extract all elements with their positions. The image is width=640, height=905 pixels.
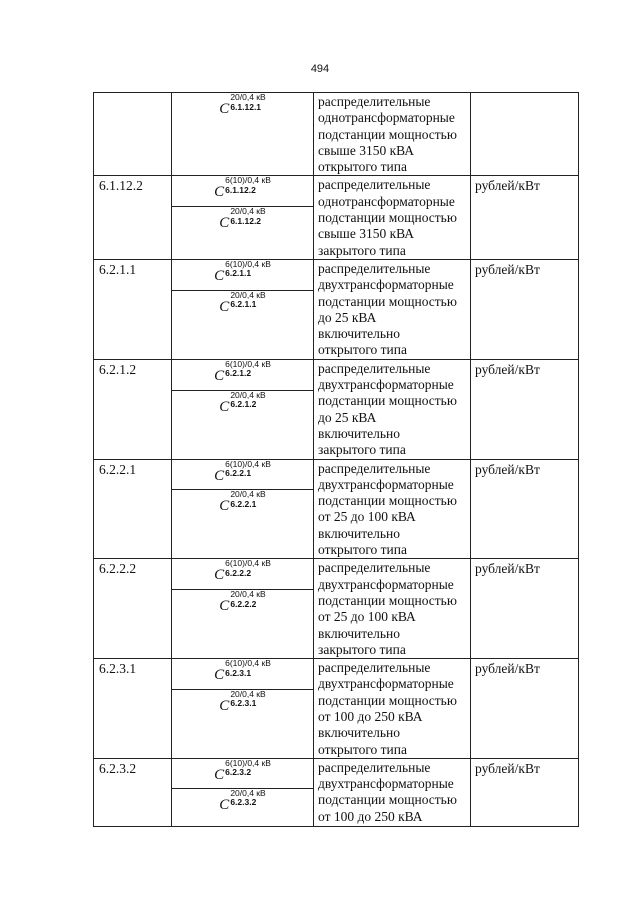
tariff-symbol-cell [172, 290, 314, 359]
symbol-voltage: 20/0,4 кВ [230, 389, 266, 400]
description-line: включительно [318, 425, 401, 441]
description-line: распределительные [318, 94, 431, 109]
row-description [314, 758, 471, 826]
description-line: распределительные [318, 460, 431, 476]
description-line: распределительные [318, 260, 431, 276]
symbol-base: C [219, 298, 230, 315]
description-line: двухтрансформаторные [318, 277, 454, 293]
description-line: подстанции мощностью [318, 126, 457, 142]
tariff-symbol [219, 690, 265, 714]
row-unit: рублей/кВт [471, 758, 579, 826]
symbol-base: C [219, 498, 230, 515]
symbol-voltage: 20/0,4 кВ [230, 589, 266, 600]
symbol-index: 6.2.3.2 [230, 797, 257, 808]
tariff-symbol-cell [172, 590, 314, 659]
tariff-table [93, 92, 579, 827]
symbol-voltage: 6(10)/0,4 кВ [225, 258, 271, 269]
symbol-voltage: 20/0,4 кВ [230, 787, 266, 798]
row-unit [471, 93, 579, 176]
symbol-index: 6.2.2.2 [230, 598, 257, 609]
tariff-symbol [219, 789, 265, 813]
description-line: распределительные [318, 660, 431, 676]
row-description [314, 559, 471, 659]
row-description [314, 176, 471, 259]
symbol-voltage: 6(10)/0,4 кВ [225, 458, 271, 469]
tariff-symbol-cell [172, 359, 314, 390]
symbol-voltage: 6(10)/0,4 кВ [225, 658, 271, 669]
table-row [94, 176, 579, 207]
symbol-index: 6.2.1.2 [230, 399, 257, 410]
tariff-symbol-cell [172, 390, 314, 459]
description-line: распределительные [318, 759, 431, 775]
tariff-symbol-cell [172, 758, 314, 788]
row-code: 6.2.3.1 [94, 659, 172, 759]
row-description [314, 259, 471, 359]
description-line: однотрансформаторные [318, 110, 455, 126]
description-line: закрытого типа [318, 242, 406, 258]
tariff-symbol [214, 559, 271, 583]
symbol-index: 6.1.12.2 [230, 215, 262, 226]
symbol-index: 6.1.12.1 [230, 101, 262, 112]
row-code: 6.2.1.2 [94, 359, 172, 459]
description-line: двухтрансформаторные [318, 676, 454, 692]
description-line: подстанции мощностью [318, 592, 457, 608]
tariff-symbol-cell [172, 259, 314, 290]
tariff-symbol [214, 360, 271, 384]
description-line: однотрансформаторные [318, 193, 455, 209]
tariff-symbol-cell [172, 93, 314, 176]
symbol-base: C [219, 398, 230, 415]
row-unit: рублей/кВт [471, 459, 579, 559]
description-line: до 25 кВА [318, 309, 377, 325]
row-code: 6.1.12.2 [94, 176, 172, 259]
symbol-index: 6.2.1.1 [225, 268, 252, 279]
table-row [94, 559, 579, 590]
tariff-symbol-cell [172, 659, 314, 690]
symbol-base: C [219, 101, 230, 117]
symbol-base: C [219, 215, 230, 232]
row-code: 6.2.1.1 [94, 259, 172, 359]
tariff-symbol [214, 659, 271, 683]
table-row [94, 758, 579, 788]
row-code [94, 93, 172, 176]
row-code: 6.2.3.2 [94, 758, 172, 826]
symbol-voltage: 6(10)/0,4 кВ [225, 175, 271, 186]
symbol-index: 6.2.2.1 [225, 468, 252, 479]
description-line: включительно [318, 525, 401, 541]
description-line: двухтрансформаторные [318, 576, 454, 592]
description-line: от 25 до 100 кВА [318, 609, 416, 625]
page-number: 494 [310, 63, 330, 75]
description-line: от 100 до 250 кВА [318, 708, 423, 724]
description-line: открытого типа [318, 542, 407, 558]
tariff-table-body [94, 93, 579, 827]
symbol-base: C [214, 667, 225, 684]
symbol-base: C [214, 467, 225, 484]
description-line: подстанции мощностью [318, 210, 457, 226]
symbol-base: C [214, 184, 225, 201]
symbol-base: C [214, 267, 225, 284]
description-line: подстанции мощностью [318, 692, 457, 708]
tariff-symbol [219, 207, 265, 231]
tariff-symbol-cell [172, 207, 314, 260]
tariff-symbol [219, 291, 265, 315]
row-code: 6.2.2.2 [94, 559, 172, 659]
description-line: закрытого типа [318, 641, 406, 657]
symbol-base: C [219, 697, 230, 714]
tariff-symbol-cell [172, 788, 314, 826]
description-line: двухтрансформаторные [318, 377, 454, 393]
description-line: распределительные [318, 560, 431, 576]
tariff-symbol-cell [172, 176, 314, 207]
description-line: свыше 3150 кВА [318, 142, 415, 158]
symbol-index: 6.2.1.1 [230, 299, 257, 310]
tariff-symbol [214, 759, 271, 783]
symbol-base: C [214, 367, 225, 384]
description-line: от 25 до 100 кВА [318, 509, 416, 525]
description-line: распределительные [318, 360, 431, 376]
table-row [94, 93, 579, 176]
tariff-symbol [219, 590, 265, 614]
symbol-voltage: 20/0,4 кВ [230, 489, 266, 500]
row-unit: рублей/кВт [471, 176, 579, 259]
symbol-base: C [219, 796, 230, 813]
description-line: двухтрансформаторные [318, 476, 454, 492]
symbol-voltage: 6(10)/0,4 кВ [225, 757, 271, 768]
row-code: 6.2.2.1 [94, 459, 172, 559]
row-description [314, 659, 471, 759]
row-unit: рублей/кВт [471, 659, 579, 759]
row-unit: рублей/кВт [471, 259, 579, 359]
tariff-symbol [214, 260, 271, 284]
symbol-index: 6.2.1.2 [225, 368, 252, 379]
table-row [94, 359, 579, 390]
description-line: подстанции мощностью [318, 493, 457, 509]
description-line: до 25 кВА [318, 409, 377, 425]
row-description [314, 93, 471, 176]
symbol-base: C [214, 766, 225, 783]
tariff-symbol-cell [172, 490, 314, 559]
description-line: открытого типа [318, 741, 407, 757]
symbol-index: 6.2.3.2 [225, 767, 252, 778]
symbol-base: C [214, 567, 225, 584]
description-line: открытого типа [318, 342, 407, 358]
description-line: подстанции мощностью [318, 792, 457, 808]
tariff-symbol [214, 176, 271, 200]
symbol-voltage: 20/0,4 кВ [230, 206, 266, 217]
row-unit: рублей/кВт [471, 359, 579, 459]
description-line: закрытого типа [318, 442, 406, 458]
symbol-index: 6.1.12.2 [225, 184, 256, 195]
symbol-voltage: 20/0,4 кВ [230, 92, 266, 102]
row-description [314, 359, 471, 459]
symbol-index: 6.2.2.2 [225, 567, 252, 578]
tariff-symbol [214, 460, 271, 484]
tariff-symbol-cell [172, 689, 314, 758]
description-line: от 100 до 250 кВА [318, 808, 423, 824]
table-row [94, 459, 579, 490]
description-line: двухтрансформаторные [318, 776, 454, 792]
symbol-index: 6.2.3.1 [225, 667, 252, 678]
description-line: подстанции мощностью [318, 293, 457, 309]
description-line: подстанции мощностью [318, 393, 457, 409]
symbol-index: 6.2.3.1 [230, 698, 257, 709]
description-line: включительно [318, 725, 401, 741]
symbol-base: C [219, 598, 230, 615]
tariff-symbol-cell [172, 459, 314, 490]
tariff-symbol-cell [172, 559, 314, 590]
row-unit: рублей/кВт [471, 559, 579, 659]
symbol-voltage: 20/0,4 кВ [230, 688, 266, 699]
description-line: распределительные [318, 177, 431, 193]
description-line: свыше 3150 кВА [318, 226, 415, 242]
symbol-index: 6.2.2.1 [230, 498, 257, 509]
description-line: включительно [318, 625, 401, 641]
tariff-symbol [219, 391, 265, 415]
table-row [94, 259, 579, 290]
symbol-voltage: 20/0,4 кВ [230, 289, 266, 300]
symbol-voltage: 6(10)/0,4 кВ [225, 358, 271, 369]
table-row [94, 659, 579, 690]
tariff-symbol [219, 93, 265, 117]
row-description [314, 459, 471, 559]
description-line: открытого типа [318, 159, 407, 175]
symbol-voltage: 6(10)/0,4 кВ [225, 558, 271, 569]
tariff-symbol [219, 490, 265, 514]
description-line: включительно [318, 326, 401, 342]
